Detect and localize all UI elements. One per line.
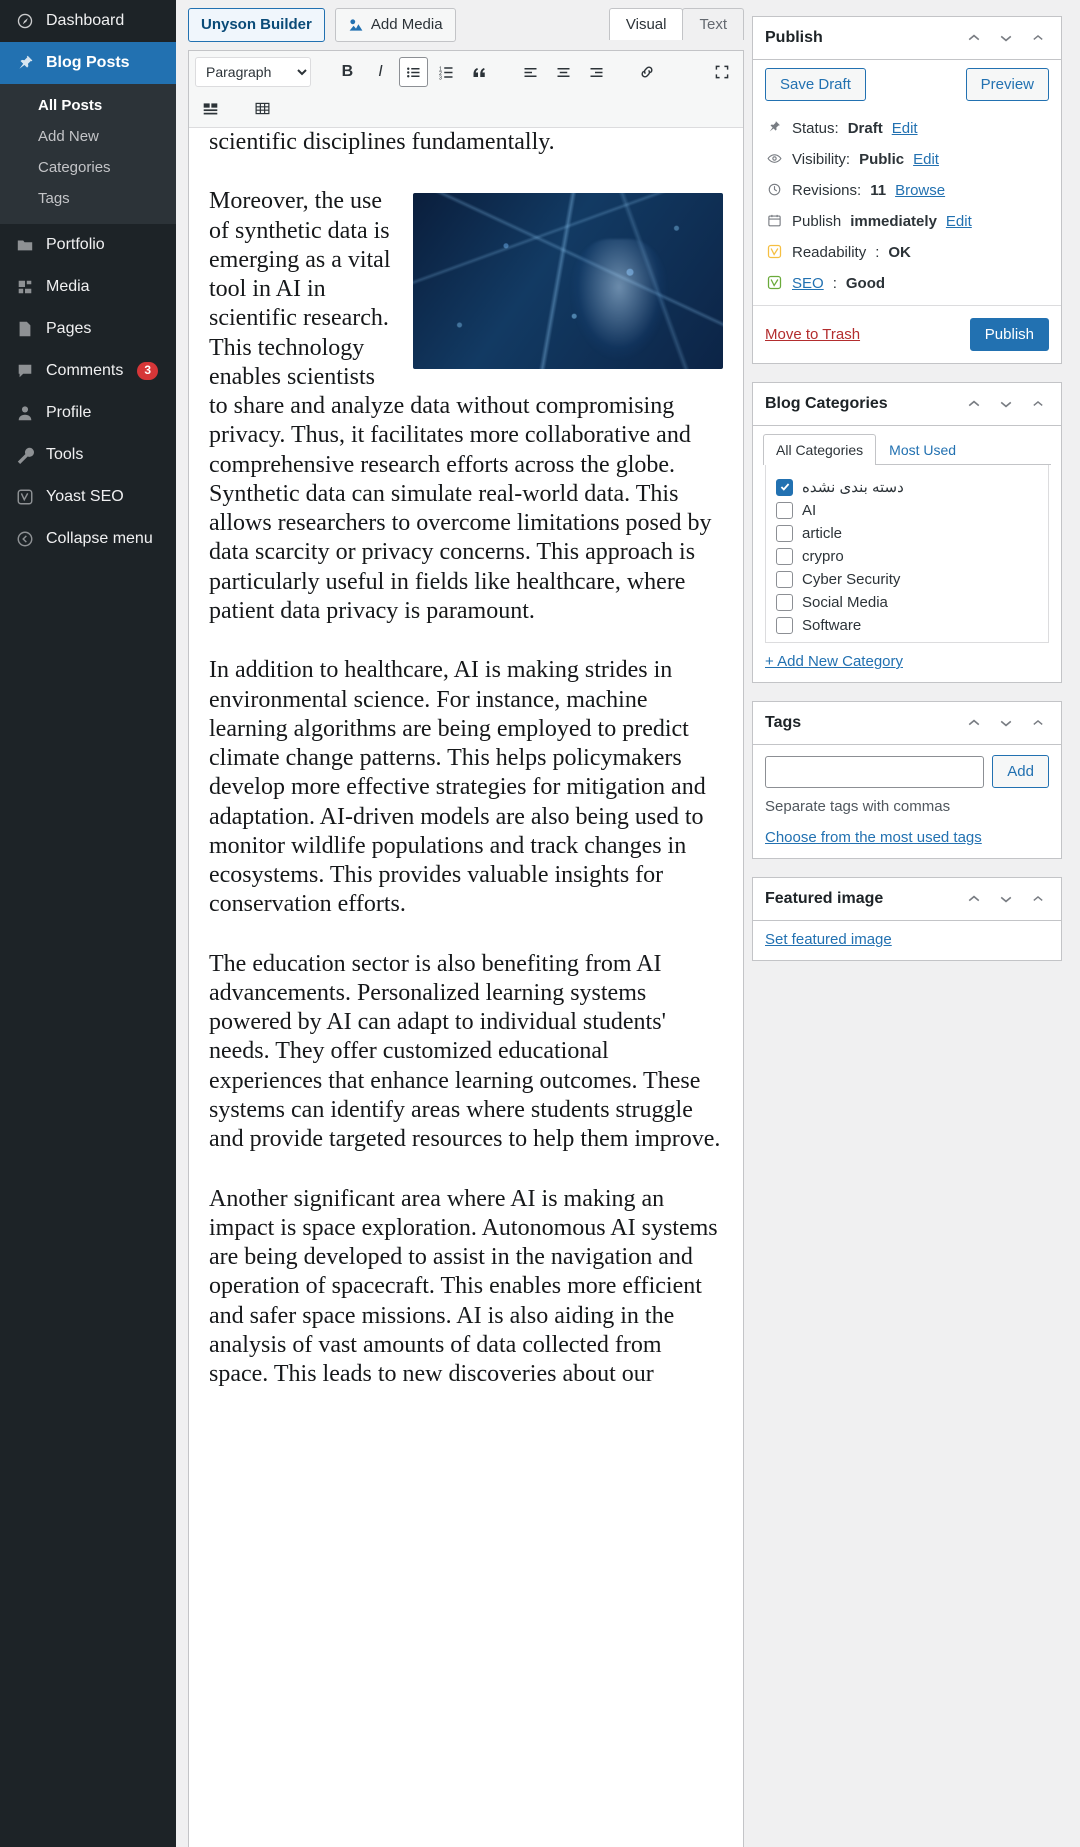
link-icon[interactable] bbox=[632, 57, 661, 87]
sidebar-item-label: Profile bbox=[46, 403, 92, 421]
sidebar-item-label: Tools bbox=[46, 445, 84, 463]
save-draft-button[interactable]: Save Draft bbox=[765, 68, 866, 101]
move-down-icon[interactable] bbox=[995, 712, 1017, 734]
featured-image-body bbox=[753, 921, 1061, 960]
featured-image-title: Featured image bbox=[765, 890, 884, 907]
revisions-browse-link[interactable]: Browse bbox=[895, 182, 946, 199]
comments-count-badge: 3 bbox=[137, 362, 158, 380]
toggle-panel-icon[interactable] bbox=[1027, 27, 1049, 49]
publish-box-header bbox=[753, 17, 1061, 60]
wrench-icon bbox=[14, 444, 36, 466]
category-label: Social Media bbox=[802, 594, 888, 611]
publish-box-title: Publish bbox=[765, 29, 823, 46]
publish-date-label: Publish bbox=[792, 213, 842, 230]
sidebar-metaboxes bbox=[752, 16, 1062, 979]
sidebar-item-tools[interactable] bbox=[0, 434, 176, 476]
tags-header bbox=[753, 702, 1061, 745]
move-to-trash-link[interactable]: Move to Trash bbox=[765, 326, 861, 343]
unyson-builder-button[interactable]: Unyson Builder bbox=[188, 8, 325, 42]
admin-sidebar bbox=[0, 0, 176, 1847]
category-item[interactable] bbox=[776, 475, 1038, 499]
sidebar-item-pages[interactable] bbox=[0, 308, 176, 350]
dashboard-icon bbox=[14, 10, 36, 32]
comment-icon bbox=[14, 360, 36, 382]
collapse-icon bbox=[14, 528, 36, 550]
svg-text:3: 3 bbox=[439, 74, 442, 80]
folder-icon bbox=[14, 234, 36, 256]
submenu-item-add-new[interactable]: Add New bbox=[38, 128, 99, 145]
publish-actions-bottom bbox=[753, 305, 1061, 363]
readability-colon: : bbox=[875, 244, 880, 261]
featured-image-controls bbox=[963, 888, 1049, 910]
status-label: Status: bbox=[792, 120, 839, 137]
move-down-icon[interactable] bbox=[995, 27, 1017, 49]
tags-input[interactable] bbox=[765, 756, 984, 788]
toolbar-row-2 bbox=[195, 93, 737, 123]
add-media-label: Add Media bbox=[370, 16, 443, 33]
readability-label: Readability bbox=[792, 244, 867, 261]
blog-posts-submenu bbox=[0, 84, 176, 224]
editor-column bbox=[176, 0, 756, 1847]
sidebar-item-label: Dashboard bbox=[46, 11, 125, 29]
toggle-panel-icon[interactable] bbox=[1027, 888, 1049, 910]
pin-icon bbox=[14, 52, 36, 74]
sidebar-item-label: Media bbox=[46, 277, 90, 295]
revisions-icon bbox=[765, 182, 783, 197]
tags-body bbox=[753, 745, 1061, 858]
table-icon[interactable] bbox=[247, 93, 277, 123]
toolbar-toggle-icon[interactable] bbox=[195, 93, 225, 123]
eye-icon bbox=[765, 151, 783, 166]
sidebar-item-label: Portfolio bbox=[46, 235, 105, 253]
page-icon bbox=[14, 318, 36, 340]
tags-input-row bbox=[765, 755, 1049, 788]
status-row bbox=[753, 113, 1061, 144]
paragraph-2: In addition to healthcare, AI is making strides in environmental science. For instance, machine learning algorithms are being employed to predict climate change patterns. This helps policymakers develop more effective strategies for mitigation and adaptation. AI-driven models are also being used to monitor wildlife populations and track changes in ecosystems. This provides valuable insights for conservation efforts. bbox=[209, 657, 706, 918]
category-checkbox[interactable] bbox=[776, 594, 793, 611]
align-center-icon[interactable] bbox=[549, 57, 578, 87]
choose-most-used-tags-link[interactable]: Choose from the most used tags bbox=[765, 829, 982, 846]
category-checkbox[interactable] bbox=[776, 479, 793, 496]
status-edit-link[interactable]: Edit bbox=[891, 120, 918, 137]
categories-controls bbox=[963, 393, 1049, 415]
blog-categories-box bbox=[752, 382, 1062, 683]
category-checkbox[interactable] bbox=[776, 617, 793, 634]
svg-text:2: 2 bbox=[439, 70, 442, 77]
format-select[interactable] bbox=[195, 57, 311, 87]
main-content bbox=[176, 0, 1080, 1847]
sidebar-item-label: Comments bbox=[46, 361, 124, 379]
visibility-value: Public bbox=[859, 151, 905, 168]
ai-network-hand-image[interactable] bbox=[413, 193, 723, 369]
fullscreen-icon[interactable] bbox=[708, 57, 737, 87]
publish-box-controls bbox=[963, 27, 1049, 49]
publish-box bbox=[752, 16, 1062, 364]
tags-hint: Separate tags with commas bbox=[765, 798, 951, 815]
publish-date-edit-link[interactable]: Edit bbox=[945, 213, 972, 230]
tags-controls bbox=[963, 712, 1049, 734]
bold-button[interactable] bbox=[333, 57, 362, 87]
yoast-icon bbox=[14, 486, 36, 508]
visibility-label: Visibility: bbox=[792, 151, 851, 168]
category-item[interactable] bbox=[776, 522, 1038, 545]
category-checkbox[interactable] bbox=[776, 548, 793, 565]
move-up-icon[interactable] bbox=[963, 712, 985, 734]
visibility-row bbox=[753, 144, 1061, 175]
categories-header bbox=[753, 383, 1061, 426]
readability-row bbox=[753, 237, 1061, 268]
category-label: Cyber Security bbox=[802, 571, 901, 588]
seo-colon: : bbox=[832, 275, 837, 292]
media-icon bbox=[348, 17, 364, 33]
svg-text:1: 1 bbox=[439, 65, 442, 72]
tab-visual[interactable]: Visual bbox=[609, 8, 684, 40]
seo-value: Good bbox=[845, 275, 886, 292]
category-checkbox[interactable] bbox=[776, 571, 793, 588]
calendar-icon bbox=[765, 213, 783, 228]
user-icon bbox=[14, 402, 36, 424]
move-up-icon[interactable] bbox=[963, 888, 985, 910]
readability-value: OK bbox=[888, 244, 911, 261]
categories-body bbox=[753, 426, 1061, 682]
move-up-icon[interactable] bbox=[963, 393, 985, 415]
featured-image-box bbox=[752, 877, 1062, 961]
sidebar-item-portfolio[interactable] bbox=[0, 224, 176, 266]
sidebar-item-label: Blog Posts bbox=[46, 53, 130, 71]
set-featured-image-link[interactable]: Set featured image bbox=[765, 931, 892, 948]
toolbar-row-1 bbox=[195, 57, 737, 87]
featured-image-header bbox=[753, 878, 1061, 921]
seo-label[interactable]: SEO bbox=[792, 275, 824, 292]
tab-all-categories[interactable]: All Categories bbox=[763, 434, 876, 465]
toggle-panel-icon[interactable] bbox=[1027, 393, 1049, 415]
category-label: AI bbox=[802, 502, 817, 519]
categories-tabs bbox=[763, 434, 1051, 465]
sidebar-item-collapse-menu[interactable] bbox=[0, 518, 176, 560]
revisions-row bbox=[753, 175, 1061, 206]
sidebar-item-yoast-seo[interactable] bbox=[0, 476, 176, 518]
sidebar-item-media[interactable] bbox=[0, 266, 176, 308]
category-item[interactable] bbox=[776, 568, 1038, 591]
tab-text[interactable]: Text bbox=[682, 8, 744, 40]
toggle-panel-icon[interactable] bbox=[1027, 712, 1049, 734]
quote-icon[interactable] bbox=[465, 57, 494, 87]
tab-most-used[interactable]: Most Used bbox=[889, 442, 957, 458]
add-new-category-link[interactable]: + Add New Category bbox=[765, 653, 903, 670]
yoast-readability-icon bbox=[765, 244, 783, 259]
align-left-icon[interactable] bbox=[516, 57, 545, 87]
paragraph-1: Moreover, the use of synthetic data is emerging as a vital tool in AI in scientific research. This technology enables scientists to share and analyze data without compromising privacy. Thus, it facilitates more collaborative and comprehensive research efforts across the globe. Synthetic data can simulate real-world data. This allows researchers to overcome limitations posed by data scarcity or privacy concerns. This approach is particularly useful in fields like healthcare, where patient data privacy is paramount. bbox=[209, 188, 712, 624]
tags-title: Tags bbox=[765, 714, 802, 731]
paragraph-4: Another significant area where AI is making an impact is space exploration. Autonomous AI systems are being developed to assist in the navigation and operation of spacecraft. This enables more efficient and safer space missions. AI is also aiding in the analysis of vast amounts of data collected from space. This leads to new discoveries about our bbox=[209, 1185, 718, 1388]
category-item[interactable] bbox=[776, 614, 1038, 637]
move-down-icon[interactable] bbox=[995, 888, 1017, 910]
status-value: Draft bbox=[847, 120, 883, 137]
category-label: article bbox=[802, 525, 843, 542]
sidebar-item-label: Collapse menu bbox=[46, 529, 153, 547]
media-icon bbox=[14, 276, 36, 298]
bullet-list-icon[interactable] bbox=[399, 57, 428, 87]
editor-toolbar bbox=[189, 51, 743, 128]
submenu-item-all-posts[interactable]: All Posts bbox=[38, 97, 103, 114]
categories-title: Blog Categories bbox=[765, 395, 888, 412]
move-up-icon[interactable] bbox=[963, 27, 985, 49]
bold-label: B bbox=[341, 63, 354, 80]
add-tag-button[interactable]: Add bbox=[992, 755, 1049, 788]
editor-box bbox=[188, 50, 744, 1847]
revisions-value: 11 bbox=[870, 182, 887, 199]
italic-label: I bbox=[378, 63, 383, 80]
category-label: crypro bbox=[802, 548, 844, 565]
submenu-item-categories[interactable]: Categories bbox=[38, 159, 111, 176]
publish-date-row bbox=[753, 206, 1061, 237]
clipped-paragraph: scientific disciplines fundamentally. bbox=[209, 129, 555, 155]
tags-box bbox=[752, 701, 1062, 859]
pin-status-icon bbox=[765, 120, 783, 134]
italic-button[interactable] bbox=[366, 57, 395, 87]
category-item[interactable] bbox=[776, 545, 1038, 568]
yoast-seo-icon bbox=[765, 275, 783, 290]
category-checkbox[interactable] bbox=[776, 502, 793, 519]
category-item[interactable] bbox=[776, 499, 1038, 522]
category-label: Software bbox=[802, 617, 862, 634]
sidebar-item-label: Yoast SEO bbox=[46, 487, 124, 505]
sidebar-item-profile[interactable] bbox=[0, 392, 176, 434]
move-down-icon[interactable] bbox=[995, 393, 1017, 415]
submenu-item-tags[interactable]: Tags bbox=[38, 190, 70, 207]
add-media-button[interactable] bbox=[335, 8, 456, 42]
align-right-icon[interactable] bbox=[582, 57, 611, 87]
sidebar-item-blog-posts[interactable] bbox=[0, 42, 176, 84]
publish-actions-top bbox=[753, 60, 1061, 113]
category-item[interactable] bbox=[776, 591, 1038, 614]
preview-button[interactable]: Preview bbox=[966, 68, 1049, 101]
inline-image-wrap bbox=[413, 193, 723, 369]
editor-mode-tabs bbox=[610, 8, 744, 40]
post-content-area[interactable] bbox=[189, 128, 743, 1847]
paragraph-3: The education sector is also benefiting from AI advancements. Personalized learning systems powered by AI can adapt to individual students' needs. They offer customized educational experiences that enhance learning outcomes. These systems can identify areas where students struggle and provide targeted resources to help them improve. bbox=[209, 950, 721, 1153]
numbered-list-icon[interactable] bbox=[432, 57, 461, 87]
publish-button[interactable]: Publish bbox=[970, 318, 1049, 351]
revisions-label: Revisions: bbox=[792, 182, 862, 199]
sidebar-item-label: Pages bbox=[46, 319, 92, 337]
publish-date-value: immediately bbox=[850, 213, 937, 230]
category-checkbox[interactable] bbox=[776, 525, 793, 542]
sidebar-item-dashboard[interactable] bbox=[0, 0, 176, 42]
categories-list[interactable] bbox=[765, 465, 1049, 643]
category-label: دسته بندی نشده bbox=[802, 479, 904, 496]
sidebar-item-comments[interactable] bbox=[0, 350, 176, 392]
seo-row bbox=[753, 268, 1061, 299]
visibility-edit-link[interactable]: Edit bbox=[913, 151, 939, 168]
